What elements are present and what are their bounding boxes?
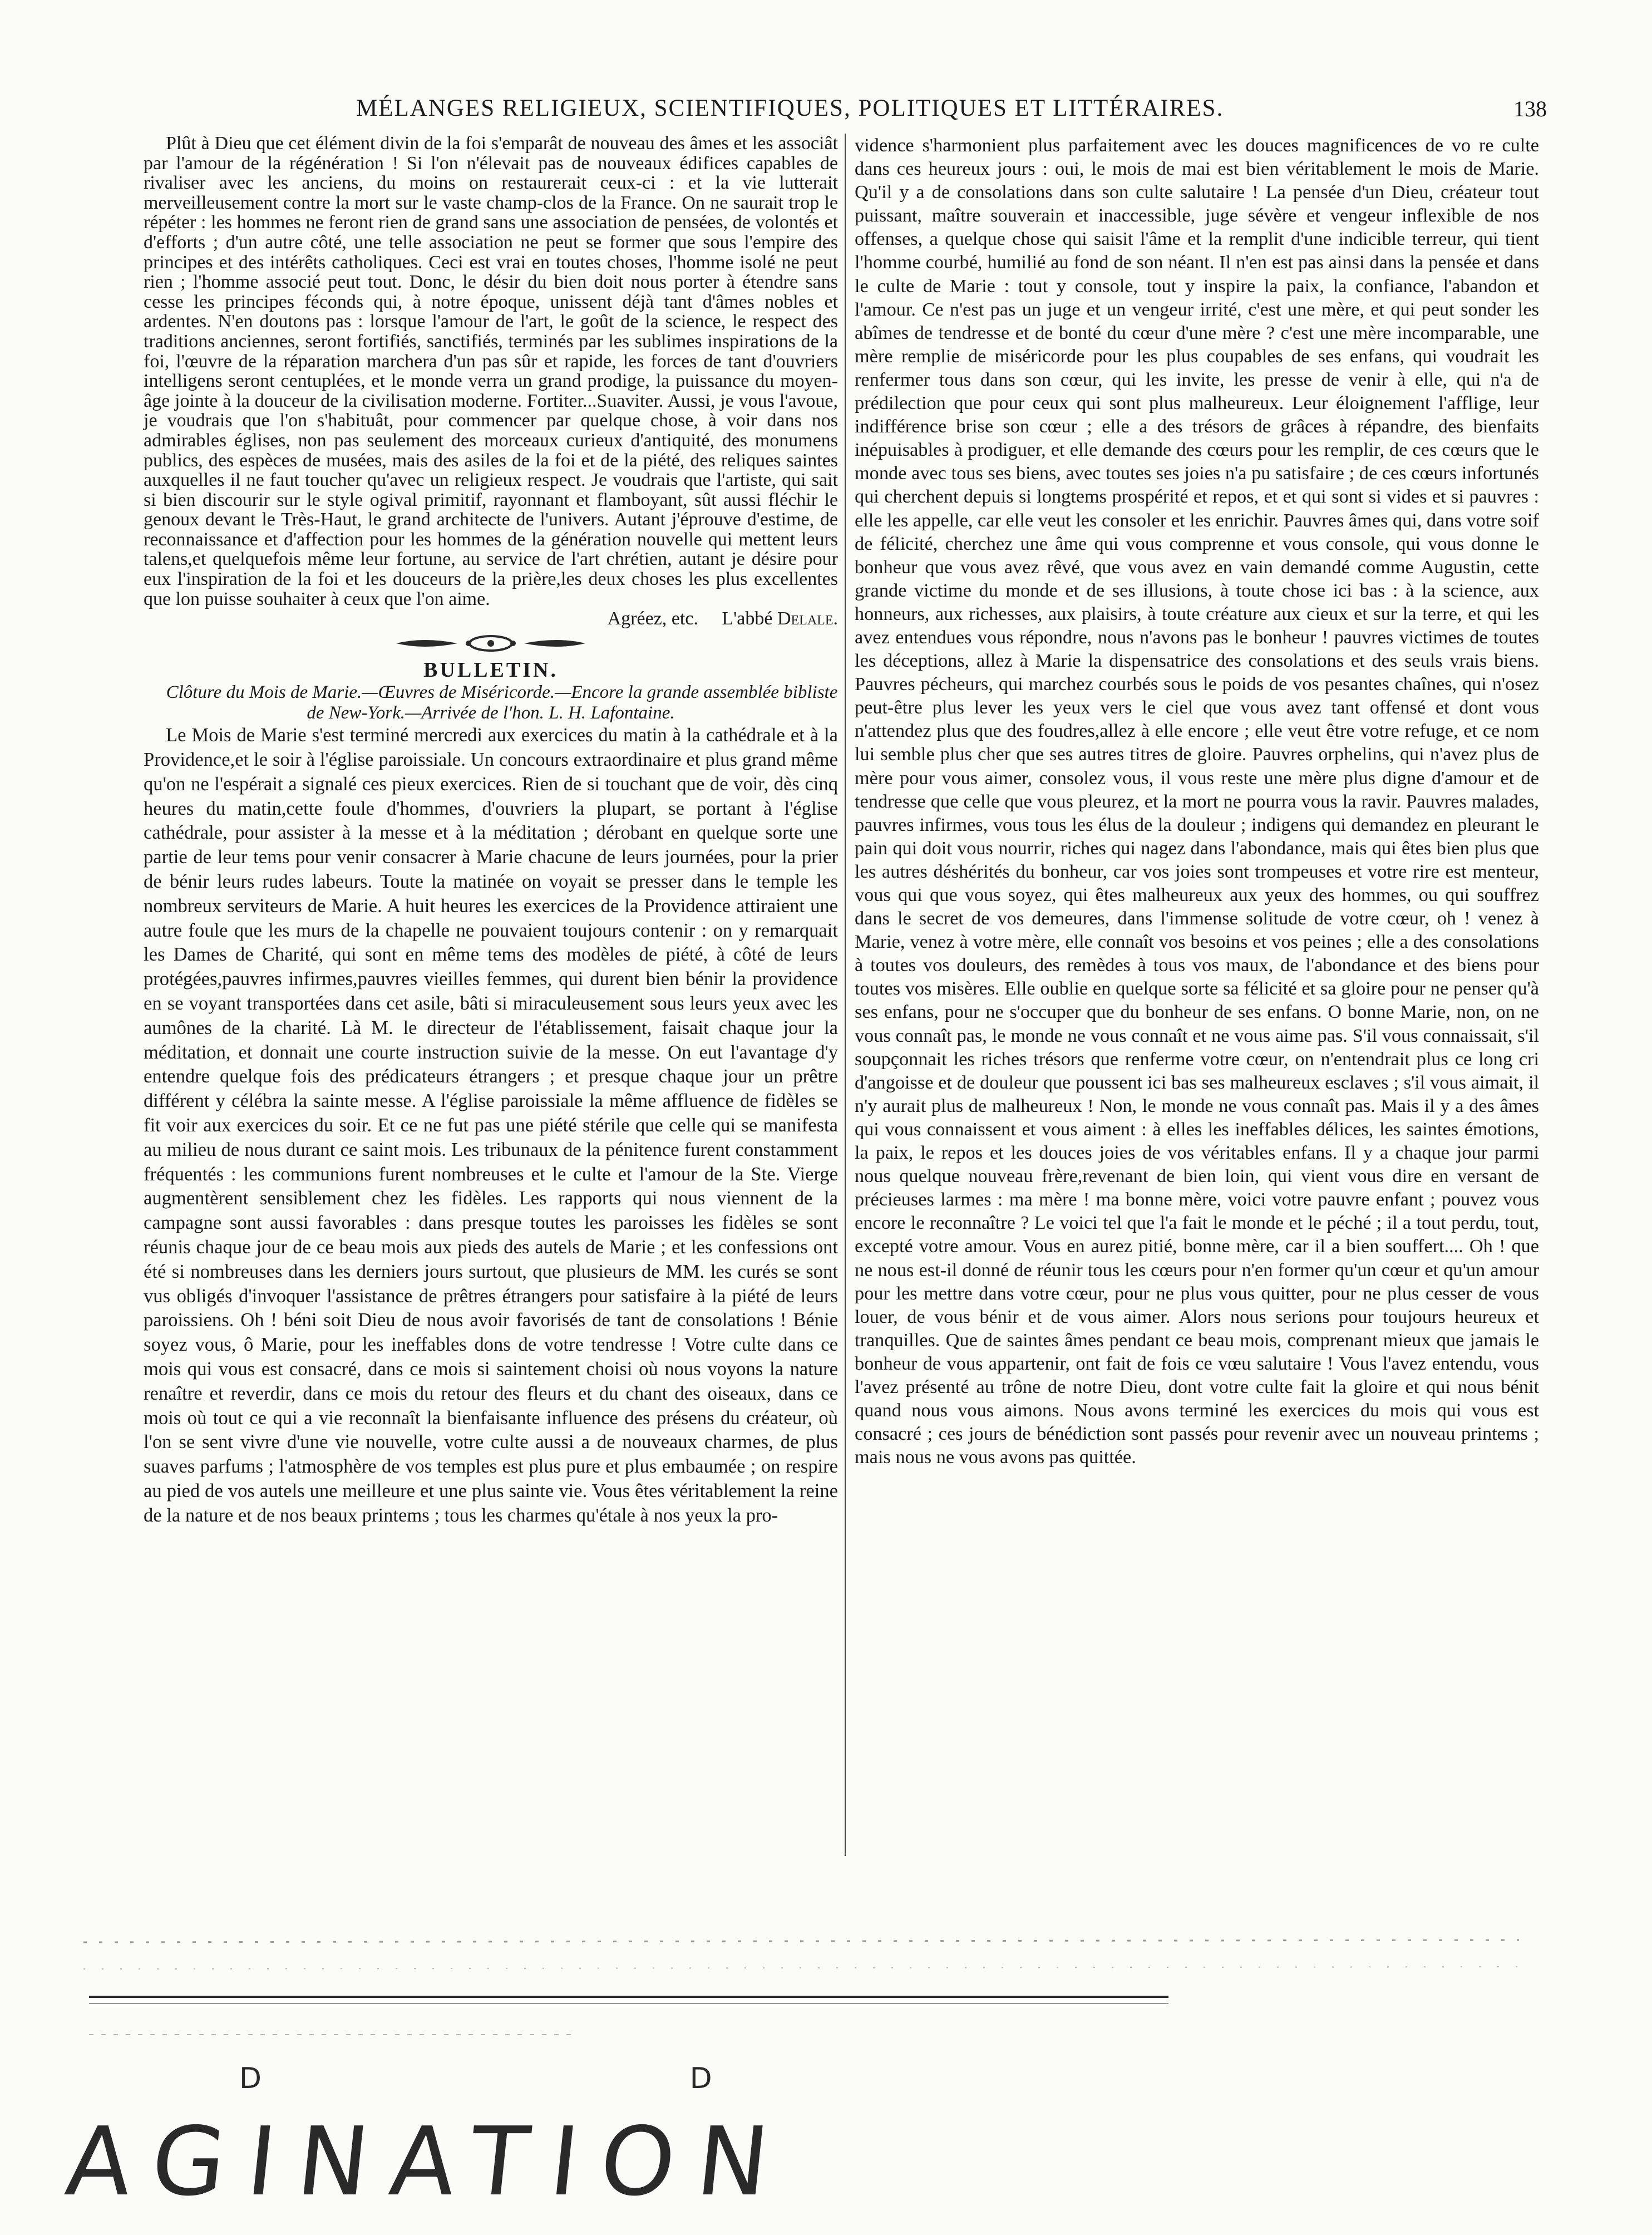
bulletin-paragraph-continued: vidence s'harmonient plus parfaitement avec les douces magnificences de vo re culte dans ces heureux jours : oui, le mois de mai est bien véritablement le mois de Marie. Qu'il y a de consolations dans son culte salutaire ! La pensée d'un Dieu, créateur tout puissant, maître souverain et inaccessible, juge sévère et vengeur inflexible de nos offenses, a quelque chose qui saisit l'âme et la remplit d'une indicible terreur, qui tient l'homme courbé, humilié au fond de son néant. Il n'en est pas ainsi dans la pensée et dans le culte de Marie : tout y console, tout y inspire la paix, la confiance, l'abandon et l'amour. Ce n'est pas un juge et un vengeur irrité, c'est une mère, et qui peut sonder les abîmes de tendresse et de bonté du cœur d'une mère ? c'est une mère incomparable, une mère remplie de miséricorde pour les plus coupables de ses enfans, qui voudrait les renfermer tous dans son cœur, qui les invite, les presse de venir à elle, qui n'a de prédilection que pour ceux qui sont plus malheureux. Leur éloignement l'afflige, leur indifférence brise son cœur ; elle a des trésors de grâces à répandre, des bienfaits inépuisables à prodiguer, et elle demande des cœurs pour les remplir, de ces cœurs que le monde avec tous ses biens, avec toutes ses joies n'a pu satisfaire ; de ces cœurs infortunés qui cherchent depuis si longtems prospérité et repos, et et qui sont si vides et si pauvres : elle les appelle, car elle veut les consoler et les enrichir. Pauvres âmes qui, dans votre soif de félicité, cherchez une âme qui vous comprenne et vous console, qui vous donne le bonheur que vous avez rêvé, que vous avez en vain demandé comme Augustin, cette grande victime du monde et de ses illusions, à toute chose ici bas : à la science, aux honneurs, aux richesses, aux plaisirs, à toute créature aux cieux et sur la terre, et qui les avez entendues vous répondre, nous n'avons pas le bonheur ! pauvres victimes de toutes les déceptions, allez à Marie la dispensatrice des consolations et des seuls vrais biens. Pauvres pécheurs, qui marchez courbés sous le poids de vos pesantes chaînes, qui n'osez peut-être plus lever les yeux vers le ciel que vous avez tant offensé et dont vous n'attendez plus que des foudres,allez à elle encore ; elle veut être votre refuge, et ce nom lui semble plus cher que ses autres titres de gloire. Pauvres orphelins, qui n'avez plus de mère pour vous aimer, consolez vous, il vous reste une mère plus digne d'amour et de tendresse que celle que vous pleurez, et la mort ne pourra vous la ravir. Pauvres malades, pauvres infirmes, vous tous les élus de la douleur ; indigens qui demandez en pleurant le pain qui doit vous nourrir, riches qui nagez dans l'abondance, mais qui êtes bien plus que les autres déshérités du bonheur, car vos joies sont trompeuses et votre rire est menteur, vous qui que vous soyez, qui êtes malheureux aux yeux des hommes, ou qui souffrez dans le secret de vos demeures, dans l'immense solitude de votre cœur, oh ! venez à Marie, venez à votre mère, elle connaît vos besoins et vos peines ; elle a des consolations à toutes vos douleurs, des remèdes à tous vos maux, de l'abondance et des biens pour toutes vos misères. Elle oublie en quelque sorte sa félicité et sa gloire pour ne penser qu'à ses enfans, pour ne s'occuper que du bonheur de ses enfans. O bonne Marie, non, on ne vous connaît pas, le monde ne vous connaît et ne vous aime pas. S'il vous connaissait, s'il soupçonnait les riches trésors que renferme votre cœur, on n'entendrait plus ce long cri d'angoisse et de douleur que poussent ici bas ses malheureux esclaves ; s'il vous aimait, il n'y aurait plus de malheureux ! Non, le monde ne vous connaît pas. Mais il y a des âmes qui vous connaissent et vous aiment : à elles les ineffables délices, les saintes émotions, la paix, le repos et les douces joies de vos véritables enfans. Il y a chaque jour parmi nous quelque nouveau frère,revenant de bien loin, qui vient vous dire en versant de précieuses larmes : ma mère ! ma bonne mère, voici votre pauvre enfant ; pouvez vous encore le reconnaître ? Le voici tel que l'a fait le monde et le péché ; il a tout perdu, tout, excepté votre amour. Vous en aurez pitié, bonne mère, car il a bien souffert.... Oh ! que ne nous est-il donné de réunir tous les cœurs pour n'en former qu'un cœur et qu'un amour pour les mettre dans votre cœur, pour ne plus vous quitter, pour ne plus cesser de vous louer, de vous bénir et de vous aimer. Alors nous serions pour toujours heureux et tranquilles. Que de saintes âmes pendant ce beau mois, comprenant mieux que jamais le bonheur de vous appartenir, ont fait de fois ce vœu salutaire ! Vous l'avez entendu, vous l'avez présenté au trône de notre Dieu, dont votre culte fait la gloire et qui nous bénit quand nous vous aimons. Nous avons terminé les exercices du mois qui vous est consacré ; ces jours de bénédiction sont passés pour revenir avec un nouveau printems ; mais nous ne vous avons pas quittée.: [855, 135, 1539, 1468]
bulletin-title: BULLETIN.: [423, 658, 558, 682]
margin-marks: D D: [239, 2062, 812, 2095]
ornament-divider: [144, 633, 838, 656]
bulletin-subtitle: Clôture du Mois de Marie.—Œuvres de Miséricorde.—Encore la grande assemblée bibliste de New-York.—Arrivée de l'hon. L. H. Lafontaine.: [166, 682, 838, 723]
bulletin-body-left: [144, 723, 838, 1528]
ornament-divider-icon: [391, 633, 591, 653]
right-column: [855, 134, 1539, 1469]
page-number: 138: [1513, 96, 1547, 121]
signoff-author-prefix: L'abbé: [722, 608, 773, 629]
running-head: [111, 95, 1547, 128]
signoff-text: Agréez, etc.: [607, 608, 698, 629]
bulletin-paragraph: Le Mois de Marie s'est terminé mercredi aux exercices du matin à la cathédrale et à la Providence,et le soir à l'église paroissiale. Un concours extraordinaire et plus grand même qu'on ne l'espérait a signalé ces pieux exercices. Rien de si touchant que de voir, dès cinq heures du matin,cette foule d'hommes, d'ouvriers la plupart, se portant à l'église cathédrale, pour assister à la messe et à la méditation ; dérobant en quelque sorte une partie de leur tems pour venir consacrer à Marie chacune de leurs journées, pour la prier de bénir leurs rudes labeurs. Toute la matinée on voyait se presser dans le temple les nombreux serviteurs de Marie. A huit heures les exercices de la Providence attiraient une autre foule que les murs de la chapelle ne pouvaient toujours contenir : on y remarquait les Dames de Charité, qui sont en même tems des modèles de piété, à côté de leurs protégées,pauvres infirmes,pauvres vieilles femmes, qui durent bien bénir la providence en se voyant transportées dans cet asile, bâti si miraculeusement sous leurs yeux avec les aumônes de la charité. Là M. le directeur de l'établissement, faisait chaque jour la méditation, et donnait une courte instruction suivie de la messe. On eut l'avantage d'y entendre quelque fois des prédicateurs étrangers ; et presque chaque jour un prêtre différent y célébra la sainte messe. A l'église paroissiale la même affluence de fidèles se fit voir aux exercices du soir. Et ce ne fut pas une piété stérile que celle qui se manifesta au milieu de nous durant ce saint mois. Les tribunaux de la pénitence furent constamment fréquentés : les communions furent nombreuses et le culte et l'amour de la Ste. Vierge augmentèrent sensiblement chez les fidèles. Les rapports qui nous viennent de la campagne sont aussi favorables : dans presque toutes les paroisses les fidèles se sont réunis chaque jour de ce beau mois aux pieds des autels de Marie ; et les confessions ont été si nombreuses dans les derniers jours surtout, que plusieurs de MM. les curés se sont vus obligés d'invoquer l'assistance de prêtres étrangers pour satisfaire à la piété de leurs paroissiens. Oh ! béni soit Dieu de nous avoir favorisés de tant de consolations ! Bénie soyez vous, ô Marie, pour les ineffables dons de votre tendresse ! Votre culte dans ce mois qui vous est consacré, dans ce mois si saintement choisi où nous voyons la nature renaître et reverdir, dans ce mois du retour des fleurs et du chant des oiseaux, dans ce mois où tout ce qui a vie reconnaît la bienfaisante influence des présens du créateur, où l'on se sent vivre d'une vie nouvelle, votre culte aussi a de nouveaux charmes, de plus suaves parfums ; l'atmosphère de vos temples est plus pure et plus embaumée ; on respire au pied de vos autels une meilleure et une plus sainte vie. Vous êtes véritablement la reine de la nature et de nos beaux printems ; tous les charmes qu'étale à nos yeux la pro-: [144, 725, 838, 1526]
signoff-author-name: Delale.: [777, 608, 838, 629]
handwritten-note: AGINATION: [61, 2107, 796, 2217]
left-column: [144, 134, 838, 1528]
letter-paragraph: Plût à Dieu que cet élément divin de la foi s'emparât de nouveau des âmes et les associât par l'amour de la régénération ! Si l'on n'élevait pas de nouveaux édifices capables de rivaliser avec les anciens, du moins on restaurerait ceux-ci : et la vie lutterait merveilleusement contre la mort sur le vaste champ-clos de la France. On ne saurait trop le répéter : les hommes ne feront rien de grand sans une association de pensées, de volontés et d'efforts ; d'un autre côté, une telle association ne peut se former que sous l'empire des principes et des intérêts catholiques. Ceci est vrai en toutes choses, l'homme isolé ne peut rien ; l'homme associé peut tout. Donc, le désir du bien doit nous porter à étendre sans cesse les principes féconds qui, à notre époque, unissent déjà tant d'âmes nobles et ardentes. N'en doutons pas : lorsque l'amour de l'art, le goût de la science, le respect des traditions anciennes, seront fortifiés, sanctifiés, terminés par les sublimes inspirations de la foi, l'œuvre de la réparation marchera d'un pas sûr et rapide, les forces de tant d'ouvriers intelligens seront centuplées, et le monde verra un grand prodige, la puissance du moyen-âge jointe à la douceur de la civilisation moderne. Fortiter...Suaviter. Aussi, je vous l'avoue, je voudrais que l'on s'habituât, pour commencer par quelque chose, à voir dans nos admirables églises, non pas seulement des morceaux curieux d'antiquité, des monumens publics, des espèces de musées, mais des asiles de la foi et de la piété, des reliques saintes auxquelles il ne faut toucher qu'avec un religieux respect. Je voudrais que l'artiste, qui sait si bien discourir sur le style ogival primitif, rayonnant et flamboyant, sût aussi fléchir le genoux devant le Très-Haut, le grand architecte de l'univers. Autant j'éprouve d'estime, de reconnaissance et d'affection pour les hommes de la génération nouvelle qui mettent leurs talens,et quelquefois même leur fortune, au service de l'art chrétien, autant je désire pour eux l'inspiration de la foi et les douceurs de la prière,les deux choses les plus excellentes que lon puisse souhaiter à ceux que l'on aime.: [144, 133, 838, 609]
column-rule: [845, 134, 846, 1856]
running-title: MÉLANGES RELIGIEUX, SCIENTIFIQUES, POLITIQUES ET LITTÉRAIRES.: [356, 95, 1224, 121]
letter-section: [144, 134, 838, 629]
letter-signoff: [144, 609, 838, 629]
